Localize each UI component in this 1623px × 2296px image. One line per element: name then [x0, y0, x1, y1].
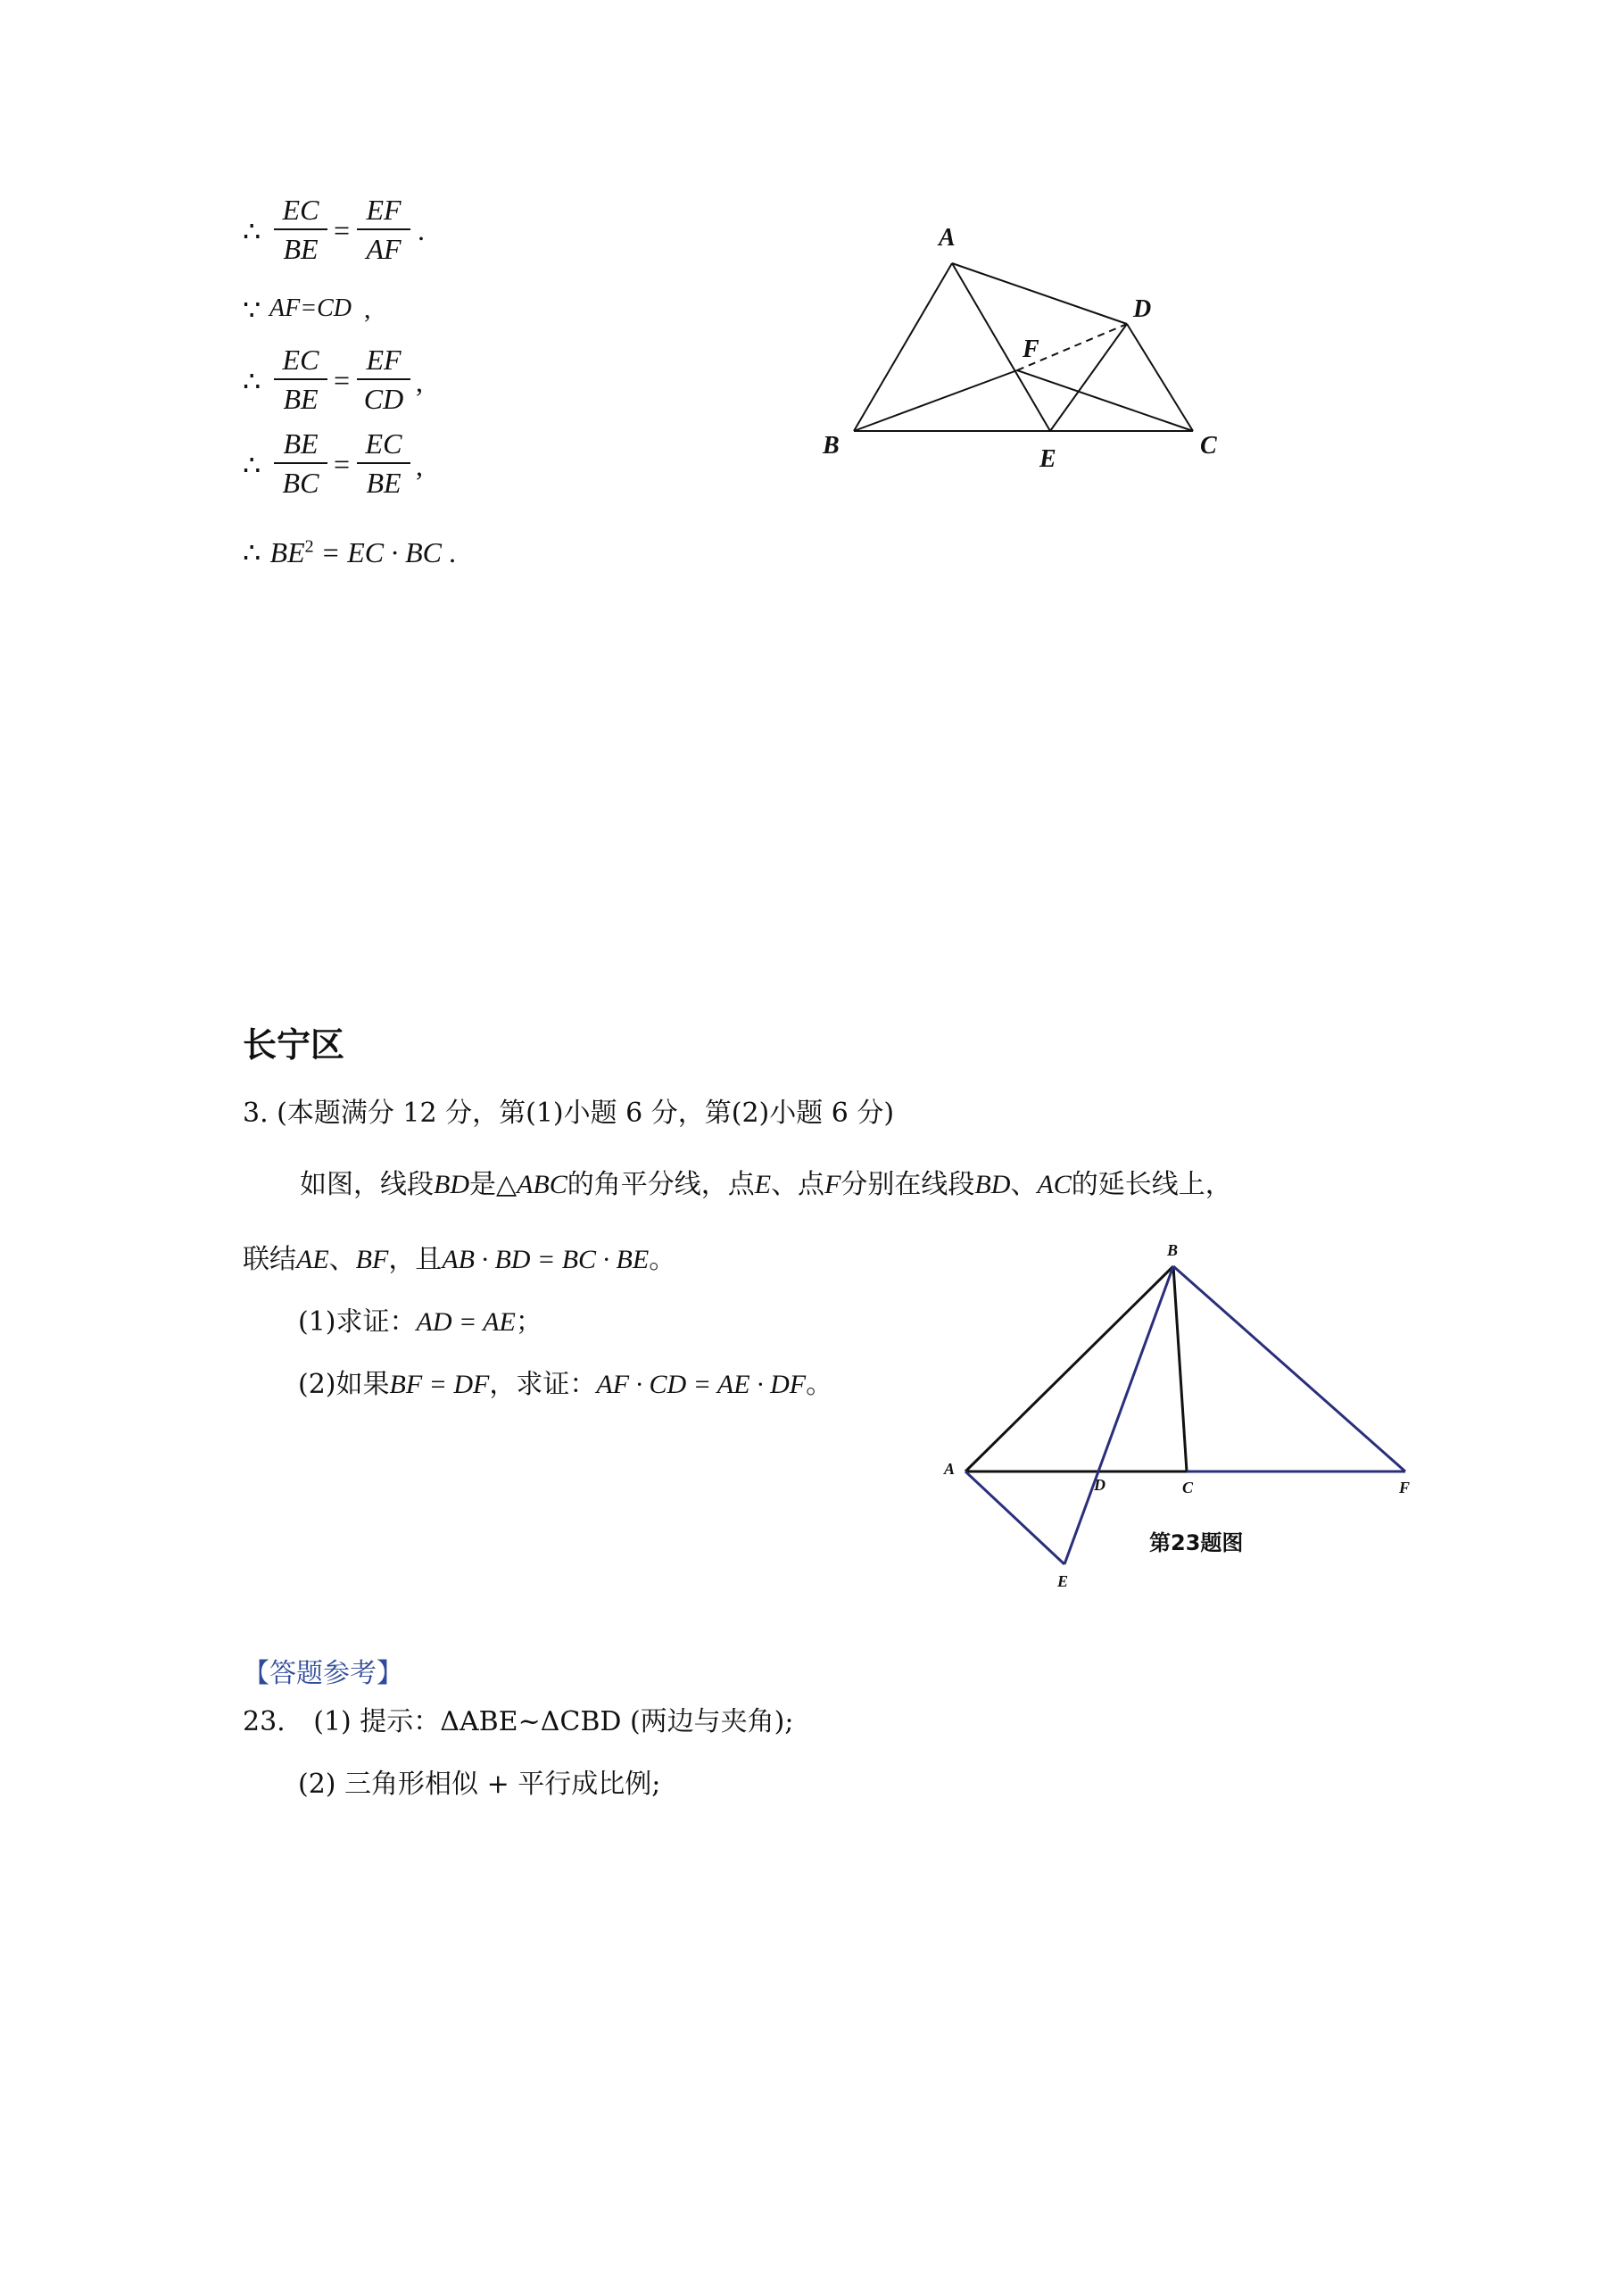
- numerator: EF: [366, 194, 402, 226]
- label-C: C: [1182, 1479, 1194, 1496]
- fraction: [274, 341, 327, 418]
- math-segment: BD: [974, 1170, 1011, 1199]
- equals-sign: =: [334, 448, 351, 480]
- denominator: BE: [283, 233, 319, 265]
- segment-FC: [1017, 370, 1193, 431]
- text-run: ；: [515, 1306, 542, 1338]
- punctuation: .: [418, 214, 425, 246]
- equals-sign: =: [334, 364, 351, 396]
- answer-hint-1: (1) 提示：ΔABE~ΔCBD (两边与夹角);: [313, 1706, 794, 1737]
- numerator: EC: [282, 194, 319, 226]
- question-2: [298, 1367, 832, 1403]
- segment-AB: [854, 263, 952, 431]
- answer-line-2: (2) 三角形相似 + 平行成比例;: [298, 1769, 661, 1800]
- therefore-symbol: ∴: [243, 448, 261, 482]
- therefore-symbol: ∴: [243, 535, 261, 569]
- text-run: 的角平分线，点: [567, 1169, 755, 1200]
- fraction: [357, 191, 410, 268]
- text-run: 如图，线段: [300, 1169, 434, 1200]
- punctuation: ,: [416, 450, 423, 482]
- label-D: D: [1094, 1476, 1105, 1494]
- equation-lhs: BE: [269, 536, 305, 568]
- label-A: A: [939, 224, 956, 252]
- math-segment: AC: [1037, 1170, 1072, 1199]
- math-equation: BF = DF: [389, 1370, 490, 1399]
- punctuation: ,: [364, 294, 371, 324]
- denominator: AF: [366, 233, 402, 265]
- text-run: 的延长线上，: [1071, 1169, 1232, 1200]
- text-run: 。: [806, 1369, 833, 1400]
- math-equation: AF · CD = AE · DF: [596, 1370, 807, 1399]
- numerator: EC: [282, 344, 319, 376]
- text-run: 、点: [771, 1169, 825, 1200]
- geometry-figure-2: [928, 1236, 1428, 1602]
- math-point: E: [754, 1170, 772, 1199]
- segment-BC: [1173, 1266, 1187, 1471]
- math-point: F: [824, 1170, 841, 1199]
- text-run: 、: [328, 1244, 356, 1275]
- question-1: [298, 1305, 542, 1340]
- segment-BF: [1173, 1266, 1405, 1471]
- segment-BF: [854, 370, 1017, 431]
- text-run: ，且: [388, 1244, 443, 1275]
- equation-rhs: = EC · BC: [313, 536, 442, 568]
- text-run: 。: [649, 1244, 676, 1275]
- fraction: [357, 341, 410, 418]
- answer-line-1: [243, 1704, 793, 1740]
- fraction: [357, 425, 410, 501]
- segment-AB: [965, 1266, 1173, 1471]
- fraction: [274, 425, 327, 501]
- label-E: E: [1057, 1572, 1069, 1590]
- punctuation: .: [442, 536, 456, 568]
- denominator: BC: [282, 467, 319, 499]
- label-F: F: [1399, 1479, 1411, 1496]
- label-A: A: [944, 1460, 956, 1478]
- label-B: B: [823, 432, 840, 460]
- answer-reference-tag: 【答题参考】: [243, 1658, 403, 1689]
- denominator: BE: [366, 467, 402, 499]
- math-equation: AD = AE: [416, 1307, 516, 1337]
- geometry-figure-1: [803, 214, 1267, 482]
- text-run: 是: [469, 1169, 496, 1200]
- math-segment: AE: [296, 1245, 329, 1274]
- math-segment: BF: [355, 1245, 389, 1274]
- given-equation: AF=CD: [269, 294, 352, 322]
- text-run: (1)求证：: [298, 1306, 417, 1338]
- text-run: 、: [1010, 1169, 1038, 1200]
- numerator: EC: [365, 427, 402, 460]
- equals-sign: =: [334, 214, 351, 246]
- denominator: CD: [363, 383, 404, 415]
- therefore-symbol: ∴: [243, 214, 261, 248]
- figure-caption: 第23题图: [1149, 1530, 1244, 1555]
- text-run: 联结: [243, 1244, 296, 1275]
- exponent: 2: [304, 536, 314, 557]
- segment-BE: [1064, 1266, 1173, 1564]
- problem-header: 3. (本题满分 12 分，第(1)小题 6 分，第(2)小题 6 分): [243, 1098, 895, 1129]
- label-E: E: [1039, 445, 1056, 473]
- conclusion-equation: [243, 535, 456, 569]
- text-run: (2)如果: [298, 1369, 390, 1400]
- problem-intro: [300, 1167, 1232, 1203]
- punctuation: ,: [416, 366, 423, 398]
- segment-AE: [965, 1471, 1064, 1564]
- math-segment: BD: [434, 1170, 469, 1199]
- label-F: F: [1023, 336, 1039, 363]
- numerator: EF: [366, 344, 402, 376]
- text-run: ，求证：: [489, 1369, 597, 1400]
- because-symbol: ∵: [243, 293, 261, 327]
- denominator: BE: [283, 383, 319, 415]
- text-run: 分别在线段: [840, 1169, 975, 1200]
- label-D: D: [1133, 295, 1152, 323]
- label-C: C: [1200, 432, 1217, 460]
- math-triangle: △ABC: [496, 1170, 567, 1199]
- district-heading: 长宁区: [243, 1025, 345, 1065]
- numerator: BE: [283, 427, 319, 460]
- fraction: [274, 191, 327, 268]
- segment-AD: [952, 263, 1127, 324]
- segment-DC: [1127, 324, 1193, 431]
- answer-number: 23.: [243, 1706, 286, 1737]
- problem-condition: [243, 1242, 675, 1278]
- label-B: B: [1167, 1241, 1179, 1259]
- math-equation: AB · BD = BC · BE: [442, 1245, 650, 1274]
- therefore-symbol: ∴: [243, 364, 261, 398]
